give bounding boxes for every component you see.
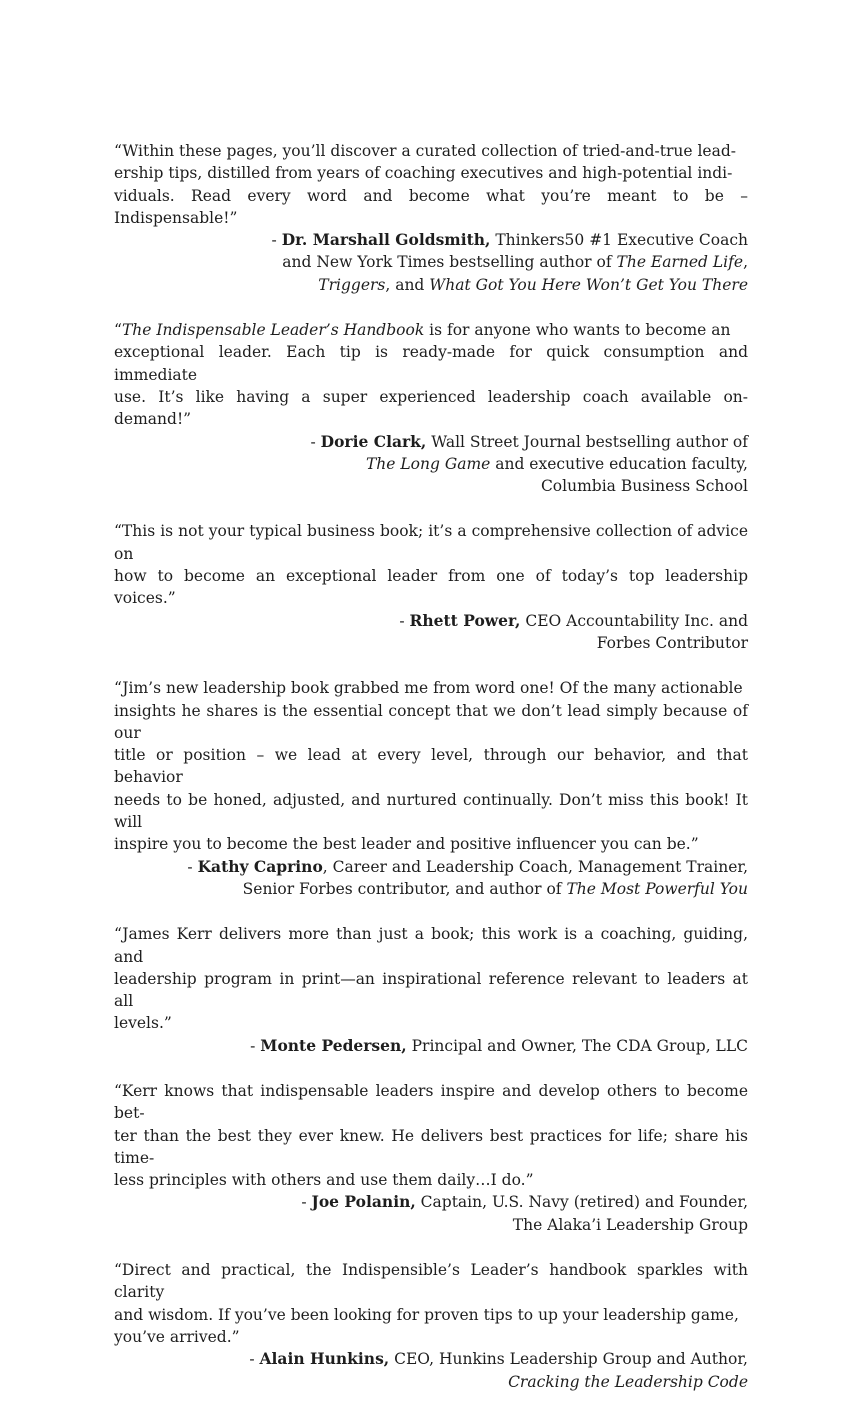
- testimonial-quote: [114, 1080, 748, 1191]
- author-name: Rhett Power,: [409, 610, 521, 630]
- attribution-dash: -: [187, 857, 198, 876]
- attribution-line: [114, 251, 748, 273]
- attribution-dash: -: [399, 611, 410, 630]
- author-name: Dr. Marshall Goldsmith,: [281, 230, 491, 250]
- quote-text: is for anyone who wants to become an: [424, 321, 731, 340]
- author-role: CEO Accountability Inc. and: [520, 611, 748, 630]
- quote-line: how to become an exceptional leader from one of today’s top leadership voices.”: [114, 567, 748, 608]
- attribution-line: [114, 453, 748, 475]
- testimonial-power: [114, 520, 748, 654]
- quote-line: and wisdom. If you’ve been looking for proven tips to up your leadership game,: [114, 1305, 739, 1324]
- testimonial-hunkins: [114, 1259, 748, 1393]
- book-title: The Indispensable Leader’s Handbook: [121, 321, 425, 340]
- quote-line: “Direct and practical, the Indispensible’s Leader’s handbook sparkles with clarity: [114, 1261, 748, 1302]
- book-title: The Most Powerful You: [566, 879, 748, 898]
- quote-line: insights he shares is the essential concept that we don’t lead simply because of our: [114, 701, 748, 742]
- book-title: What Got You Here Won’t Get You There: [429, 275, 748, 294]
- author-role: Captain, U.S. Navy (retired) and Founder,: [415, 1193, 748, 1212]
- attribution-dash: -: [271, 231, 282, 250]
- quote-line: viduals. Read every word and become what you’re meant to be – Indispensable!”: [114, 186, 748, 227]
- quote-line: ter than the best they ever knew. He delivers best practices for life; share his time-: [114, 1126, 748, 1167]
- quote-line: use. It’s like having a super experienced leadership coach available on-demand!”: [114, 387, 748, 429]
- quote-line: leadership program in print—an inspirational reference relevant to leaders at all: [114, 969, 748, 1011]
- quote-line: “Kerr knows that indispensable leaders inspire and develop others to become bet-: [114, 1081, 748, 1123]
- attribution-line: Columbia Business School: [540, 477, 748, 496]
- quote-line: “Within these pages, you’ll discover a curated collection of tried-and-true lead-: [114, 142, 737, 160]
- author-role: Thinkers50 #1 Executive Coach: [490, 231, 748, 250]
- quote-line: title or position – we lead at every level, through our behavior, and that behavior: [114, 746, 748, 787]
- book-title: The Long Game: [365, 454, 491, 473]
- author-role: , Career and Leadership Coach, Management Trainer,: [322, 857, 748, 876]
- author-name: Monte Pedersen,: [260, 1035, 407, 1055]
- testimonial-goldsmith: [114, 140, 748, 296]
- testimonial-attribution: [114, 610, 748, 655]
- attribution-line: [114, 1191, 748, 1213]
- book-title: Cracking the Leadership Code: [508, 1372, 748, 1391]
- testimonial-attribution: [114, 856, 748, 901]
- attribution-line: Forbes Contributor: [596, 633, 748, 652]
- quote-mark: “: [114, 321, 122, 340]
- author-role: and New York Times bestselling author of: [282, 253, 617, 272]
- author-name: Dorie Clark,: [320, 431, 427, 451]
- testimonial-pedersen: [114, 923, 748, 1057]
- testimonial-quote: [114, 520, 748, 609]
- quote-line: ership tips, distilled from years of coaching executives and high-potential indi-: [114, 164, 733, 183]
- book-title: The Earned Life: [616, 253, 744, 272]
- attribution-line: The Alaka’i Leadership Group: [512, 1215, 748, 1234]
- attribution-line: [114, 1035, 748, 1057]
- testimonial-quote: [114, 677, 748, 855]
- author-name: Alain Hunkins,: [259, 1349, 390, 1369]
- quote-line: levels.”: [114, 1014, 172, 1033]
- attribution-line: [114, 229, 748, 251]
- quote-line: exceptional leader. Each tip is ready-made for quick consumption and immediate: [114, 343, 748, 384]
- testimonial-clark: [114, 319, 748, 497]
- author-role: and executive education faculty,: [490, 454, 748, 473]
- quote-line: “This is not your typical business book; it’s a comprehensive collection of advice on: [114, 522, 748, 563]
- testimonials-page: [114, 140, 748, 1416]
- testimonial-quote: [114, 319, 748, 430]
- testimonial-quote: [114, 923, 748, 1034]
- quote-line: “James Kerr delivers more than just a book; this work is a coaching, guiding, and: [114, 925, 748, 966]
- testimonial-polanin: [114, 1080, 748, 1236]
- attribution-dash: -: [249, 1350, 260, 1369]
- author-role: Wall Street Journal bestselling author of: [426, 432, 748, 451]
- attribution-dash: -: [310, 432, 321, 451]
- quote-line: you’ve arrived.”: [114, 1327, 240, 1346]
- quote-line: inspire you to become the best leader and positive influencer you can be.”: [114, 835, 699, 854]
- author-name: Joe Polanin,: [311, 1192, 416, 1212]
- connector-text: , and: [385, 275, 430, 294]
- testimonial-quote: [114, 1259, 748, 1348]
- testimonial-caprino: [114, 677, 748, 900]
- testimonial-attribution: [114, 1348, 748, 1393]
- author-name: Kathy Caprino: [197, 856, 323, 876]
- book-title: Triggers: [318, 275, 386, 294]
- testimonial-attribution: [114, 1035, 748, 1057]
- attribution-line: [114, 274, 748, 296]
- quote-line: less principles with others and use them daily…I do.”: [114, 1171, 534, 1190]
- author-role: Senior Forbes contributor, and author of: [242, 879, 567, 898]
- testimonial-attribution: [114, 229, 748, 296]
- attribution-line: [114, 856, 748, 878]
- author-role: Principal and Owner, The CDA Group, LLC: [406, 1036, 748, 1055]
- quote-line: needs to be honed, adjusted, and nurtured continually. Don’t miss this book! It will: [114, 790, 748, 832]
- quote-line: [114, 319, 748, 341]
- testimonial-quote: [114, 140, 748, 229]
- attribution-line: [114, 1371, 748, 1393]
- attribution-dash: -: [250, 1036, 261, 1055]
- author-role: CEO, Hunkins Leadership Group and Author,: [389, 1350, 748, 1369]
- attribution-line: [114, 610, 748, 632]
- testimonial-attribution: [114, 1191, 748, 1236]
- attribution-dash: -: [301, 1193, 312, 1212]
- quote-line: “Jim’s new leadership book grabbed me from word one! Of the many actionable: [114, 679, 743, 698]
- attribution-line: [114, 878, 748, 900]
- attribution-line: [114, 431, 748, 453]
- testimonial-attribution: [114, 431, 748, 498]
- attribution-line: [114, 1348, 748, 1370]
- punctuation: ,: [743, 253, 748, 272]
